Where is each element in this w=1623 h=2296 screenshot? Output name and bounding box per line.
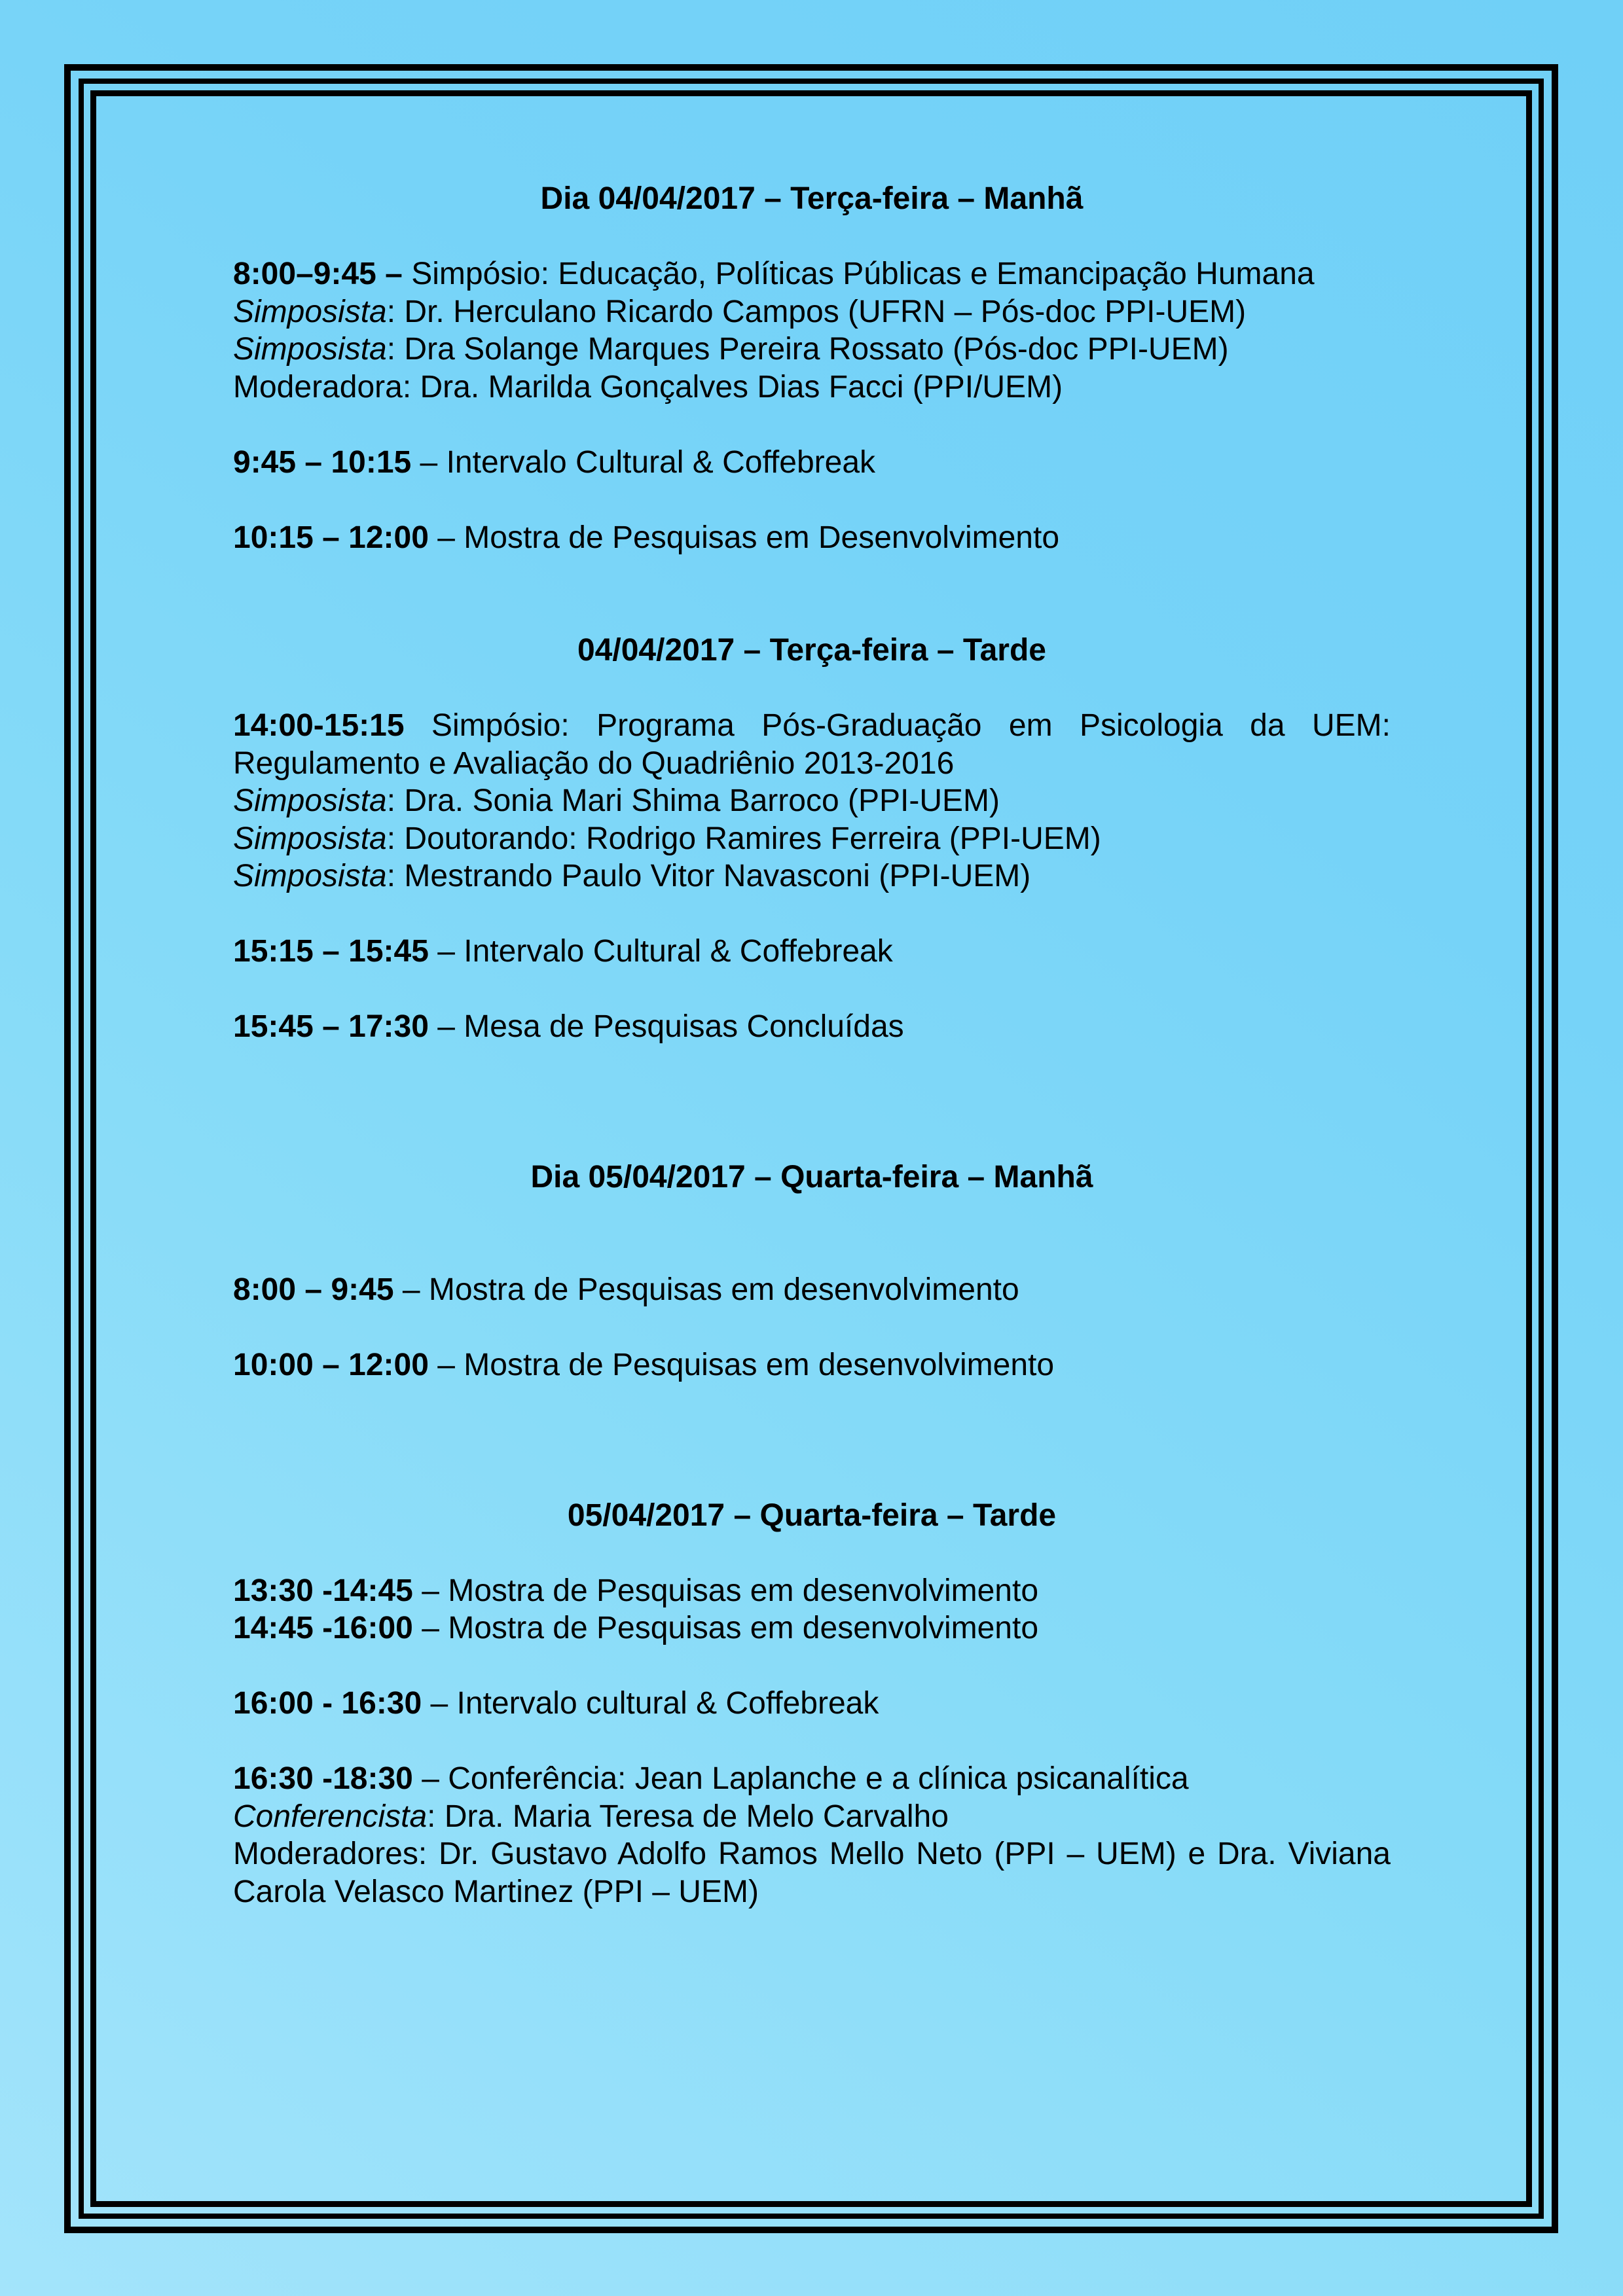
section-heading: Dia 04/04/2017 – Terça-feira – Manhã bbox=[540, 181, 1084, 216]
entry-time: 10:00 – 12:00 bbox=[233, 1348, 429, 1382]
entry-detail: : Doutorando: Rodrigo Ramires Ferreira (PPI-UEM) bbox=[386, 821, 1101, 856]
schedule bbox=[233, 180, 1391, 1910]
section-heading: 05/04/2017 – Quarta-feira – Tarde bbox=[567, 1498, 1057, 1533]
entry-time: 10:15 – 12:00 bbox=[233, 520, 429, 555]
entry-title: – Mostra de Pesquisas em desenvolvimento bbox=[412, 1611, 1039, 1645]
entry-title: – Conferência: Jean Laplanche e a clínica psicanalítica bbox=[412, 1761, 1189, 1796]
entry-title: – Intervalo cultural & Coffebreak bbox=[422, 1686, 879, 1721]
entry-role: Simposista bbox=[233, 821, 387, 856]
schedule-entry bbox=[233, 1609, 1391, 1647]
entry-detail: : Dr. Herculano Ricardo Campos (UFRN – Pós-doc PPI-UEM) bbox=[386, 294, 1247, 329]
entry-detail: Moderadora: Dra. Marilda Gonçalves Dias Facci (PPI/UEM) bbox=[233, 369, 1063, 404]
entry-title: – Intervalo Cultural & Coffebreak bbox=[428, 934, 893, 969]
schedule-entry bbox=[233, 1685, 1391, 1723]
entry-role: Simposista bbox=[233, 783, 387, 818]
schedule-entry bbox=[233, 1572, 1391, 1610]
entry-title: – Mostra de Pesquisas em desenvolvimento bbox=[412, 1573, 1039, 1608]
schedule-entry bbox=[233, 255, 1391, 406]
entry-time: 8:00–9:45 – bbox=[233, 257, 403, 291]
entry-title: – Mostra de Pesquisas em desenvolvimento bbox=[393, 1272, 1019, 1307]
section-heading: Dia 05/04/2017 – Quarta-feira – Manhã bbox=[530, 1159, 1093, 1194]
entry-detail: : Dra. Sonia Mari Shima Barroco (PPI-UEM) bbox=[386, 783, 1000, 818]
entry-detail: : Dra Solange Marques Pereira Rossato (Pós-doc PPI-UEM) bbox=[386, 332, 1229, 367]
entry-role: Simposista bbox=[233, 332, 387, 367]
entry-title: – Intervalo Cultural & Coffebreak bbox=[411, 444, 876, 480]
entry-title: – Mesa de Pesquisas Concluídas bbox=[428, 1009, 904, 1044]
entry-title: Simpósio: Educação, Políticas Públicas e Emancipação Humana bbox=[402, 257, 1315, 291]
schedule-entry bbox=[233, 707, 1391, 895]
entry-time: 16:30 -18:30 bbox=[233, 1761, 413, 1796]
entry-time: 14:45 -16:00 bbox=[233, 1611, 413, 1645]
schedule-entry bbox=[233, 1008, 1391, 1046]
entry-time: 14:00-15:15 bbox=[233, 708, 405, 743]
schedule-entry bbox=[233, 444, 1391, 482]
schedule-entry bbox=[233, 519, 1391, 557]
schedule-entry bbox=[233, 1346, 1391, 1384]
schedule-entry bbox=[233, 1760, 1391, 1910]
section-heading: 04/04/2017 – Terça-feira – Tarde bbox=[577, 633, 1046, 668]
entry-detail: Moderadores: Dr. Gustavo Adolfo Ramos Mello Neto (PPI – UEM) e Dra. Viviana Carola Velasco Martinez (PPI – UEM) bbox=[233, 1837, 1391, 1909]
entry-title: – Mostra de Pesquisas em Desenvolvimento bbox=[428, 520, 1060, 555]
entry-time: 15:15 – 15:45 bbox=[233, 934, 429, 969]
entry-role: Simposista bbox=[233, 294, 387, 329]
entry-time: 8:00 – 9:45 bbox=[233, 1272, 394, 1307]
entry-time: 13:30 -14:45 bbox=[233, 1573, 413, 1608]
schedule-entry bbox=[233, 933, 1391, 971]
entry-time: 9:45 – 10:15 bbox=[233, 444, 412, 480]
entry-role: Conferencista bbox=[233, 1799, 428, 1834]
entry-role: Simposista bbox=[233, 859, 387, 893]
entry-title: Simpósio: Programa Pós-Graduação em Psicologia da UEM: Regulamento e Avaliação do Quadriênio 2013-2016 bbox=[233, 708, 1391, 781]
entry-detail: : Mestrando Paulo Vitor Navasconi (PPI-UEM) bbox=[386, 859, 1031, 893]
entry-time: 15:45 – 17:30 bbox=[233, 1009, 429, 1044]
entry-title: – Mostra de Pesquisas em desenvolvimento bbox=[428, 1348, 1055, 1382]
entry-detail: : Dra. Maria Teresa de Melo Carvalho bbox=[427, 1799, 949, 1834]
schedule-entry bbox=[233, 1271, 1391, 1309]
entry-time: 16:00 - 16:30 bbox=[233, 1686, 422, 1721]
